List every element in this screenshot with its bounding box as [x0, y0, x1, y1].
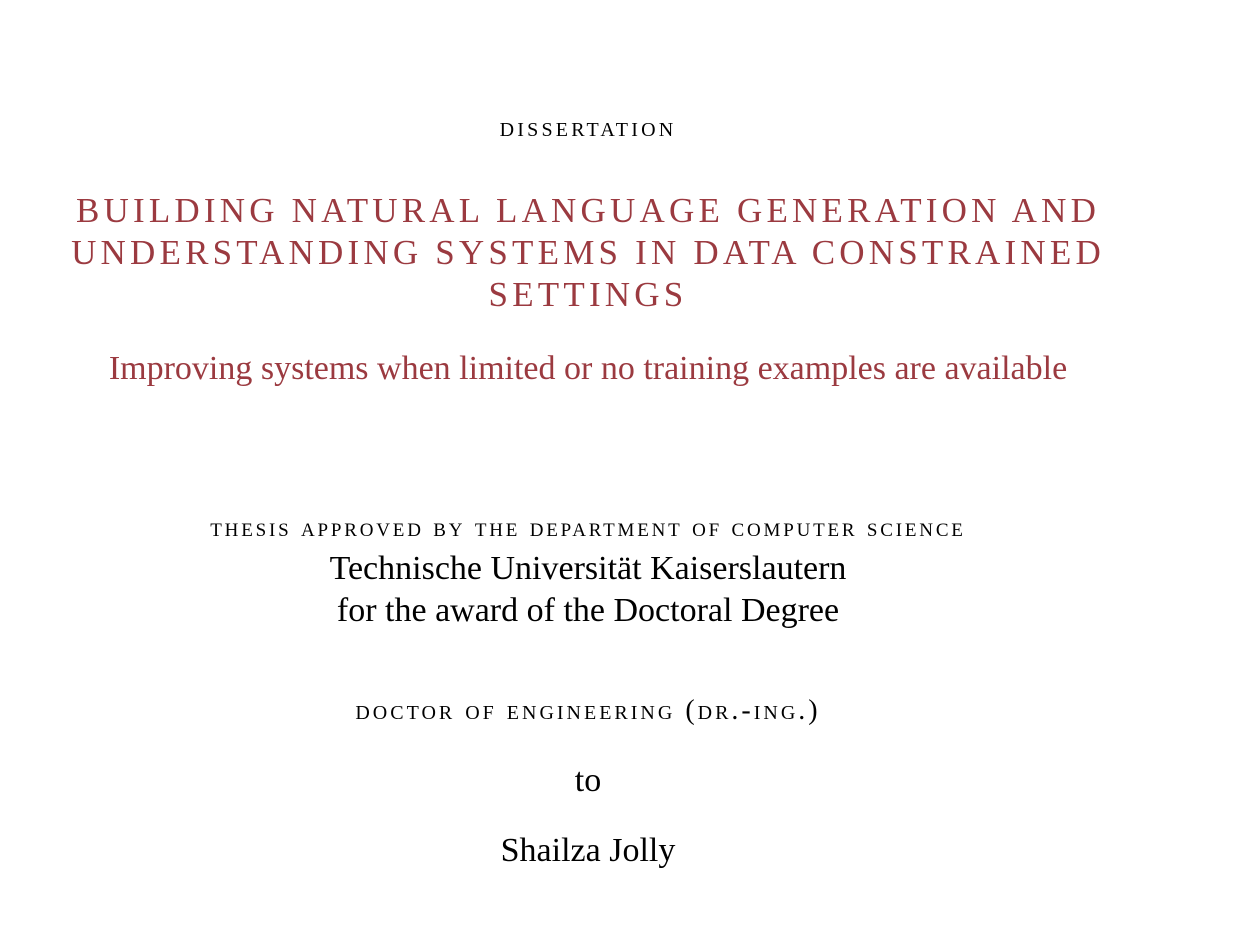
author-name: Shailza Jolly — [500, 832, 676, 869]
to-label: to — [574, 762, 602, 799]
dissertation-title: BUILDING NATURAL LANGUAGE GENERATION AND UNDERSTANDING SYSTEMS IN DATA CONSTRAINED SETTINGS — [71, 191, 1105, 314]
approval-statement: thesis approved by the department of computer science — [210, 512, 966, 542]
award-statement: for the award of the Doctoral Degree — [336, 592, 840, 629]
degree-name: doctor of engineering (dr.-ing.) — [355, 695, 821, 726]
dissertation-subtitle: Improving systems when limited or no training examples are available — [108, 350, 1068, 387]
university-name: Technische Universität Kaiserslautern — [329, 550, 847, 587]
document-type-label: dissertation — [499, 112, 677, 143]
